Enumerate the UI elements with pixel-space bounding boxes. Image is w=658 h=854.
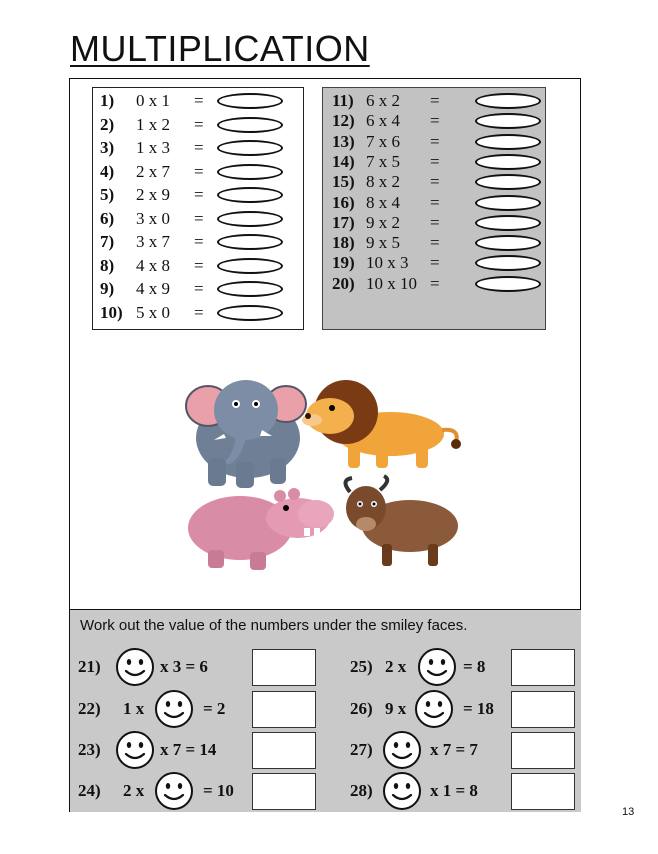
smiley-question-before: 2 x (123, 781, 145, 800)
question-number: 12) (332, 111, 355, 131)
question-number: 13) (332, 131, 355, 151)
equals-sign: = (194, 302, 204, 322)
question-number: 7) (100, 232, 115, 251)
answer-box[interactable] (511, 732, 575, 769)
smiley-face-icon (154, 689, 194, 729)
question-expression: 9 x 5 (366, 233, 400, 253)
smiley-face-icon (115, 647, 155, 687)
equals-sign: = (194, 255, 204, 275)
question-expression: 2 x 9 (136, 185, 170, 204)
question-number: 15) (332, 172, 355, 192)
question-expression: 9 x 2 (366, 212, 400, 232)
question-number: 3) (100, 138, 115, 157)
smiley-face-icon (417, 647, 457, 687)
question-row (100, 184, 204, 206)
answer-oval[interactable] (217, 234, 283, 250)
question-row (332, 252, 440, 274)
smiley-question-after: = 2 (203, 699, 226, 718)
smiley-question-after: = 18 (463, 699, 494, 718)
animals-illustration (180, 368, 470, 578)
question-number: 11) (332, 91, 354, 110)
question-expression: 6 x 2 (366, 91, 400, 110)
smiley-question-after: x 7 = 7 (430, 740, 478, 759)
question-number: 16) (332, 192, 355, 212)
question-expression: 10 x 3 (366, 253, 409, 273)
answer-box[interactable] (252, 691, 316, 728)
equals-sign: = (430, 91, 440, 110)
smiley-question-before: 2 x (385, 657, 407, 676)
question-row (332, 192, 440, 214)
smiley-question-number: 26) (350, 699, 373, 718)
question-expression: 5 x 0 (136, 302, 170, 322)
question-number: 18) (332, 233, 355, 253)
question-row (100, 302, 204, 324)
equals-sign: = (430, 151, 440, 171)
smiley-question-before: 1 x (123, 699, 145, 718)
question-number: 4) (100, 161, 115, 181)
question-number: 19) (332, 253, 355, 273)
question-expression: 8 x 2 (366, 172, 400, 192)
question-row (100, 137, 204, 159)
question-number: 14) (332, 151, 355, 171)
question-expression: 7 x 6 (366, 131, 400, 151)
smiley-question-number: 28) (350, 781, 373, 800)
smiley-question-number: 23) (78, 740, 101, 759)
answer-oval[interactable] (217, 93, 283, 109)
page-number: 13 (622, 806, 635, 818)
question-expression: 2 x 7 (136, 161, 170, 181)
equals-sign: = (194, 279, 204, 298)
question-row (332, 273, 440, 295)
question-row (332, 151, 440, 173)
question-expression: 4 x 8 (136, 255, 170, 275)
answer-box[interactable] (511, 773, 575, 810)
question-expression: 8 x 4 (366, 192, 400, 212)
question-number: 2) (100, 114, 115, 134)
answer-oval[interactable] (217, 140, 283, 156)
equals-sign: = (430, 192, 440, 212)
equals-sign: = (194, 208, 204, 228)
question-number: 9) (100, 279, 115, 298)
answer-oval[interactable] (475, 235, 541, 251)
question-row (332, 90, 440, 112)
equals-sign: = (194, 114, 204, 134)
smiley-face-icon (382, 771, 422, 811)
smiley-question-before: 9 x (385, 699, 407, 718)
question-row (100, 231, 204, 253)
answer-oval[interactable] (475, 93, 541, 109)
question-row (100, 255, 204, 277)
answer-box[interactable] (511, 691, 575, 728)
smiley-question-number: 24) (78, 781, 101, 800)
question-row (100, 161, 204, 183)
answer-oval[interactable] (217, 258, 283, 274)
question-row (100, 114, 204, 136)
answer-oval[interactable] (217, 281, 283, 297)
question-row (332, 131, 440, 153)
equals-sign: = (430, 253, 440, 273)
smiley-question-after: x 3 = 6 (160, 657, 208, 676)
question-number: 5) (100, 185, 115, 204)
answer-box[interactable] (252, 773, 316, 810)
question-row (332, 232, 440, 254)
question-expression: 6 x 4 (366, 111, 400, 131)
question-row (332, 212, 440, 234)
question-row (332, 171, 440, 193)
smiley-question-after: x 7 = 14 (160, 740, 217, 759)
instruction-text: Work out the value of the numbers under the smiley faces. (80, 617, 468, 634)
smiley-question-number: 21) (78, 657, 101, 676)
answer-oval[interactable] (475, 215, 541, 231)
question-row (332, 110, 440, 132)
question-expression: 4 x 9 (136, 279, 170, 298)
question-row (100, 208, 204, 230)
smiley-question-number: 25) (350, 657, 373, 676)
equals-sign: = (430, 131, 440, 151)
answer-oval[interactable] (217, 117, 283, 133)
question-number: 8) (100, 255, 115, 275)
question-row (100, 278, 204, 300)
equals-sign: = (430, 172, 440, 192)
question-expression: 3 x 0 (136, 208, 170, 228)
smiley-question-after: x 1 = 8 (430, 781, 478, 800)
smiley-question-after: = 8 (463, 657, 486, 676)
question-expression: 7 x 5 (366, 151, 400, 171)
answer-oval[interactable] (475, 134, 541, 150)
question-expression: 3 x 7 (136, 232, 170, 251)
question-number: 17) (332, 212, 355, 232)
question-row (100, 90, 204, 112)
equals-sign: = (430, 233, 440, 253)
answer-oval[interactable] (217, 211, 283, 227)
smiley-face-icon (414, 689, 454, 729)
equals-sign: = (194, 138, 204, 157)
smiley-question-after: = 10 (203, 781, 234, 800)
smiley-question-number: 27) (350, 740, 373, 759)
question-number: 20) (332, 273, 355, 293)
equals-sign: = (430, 111, 440, 131)
question-expression: 10 x 10 (366, 273, 417, 293)
page-title: MULTIPLICATION (70, 28, 370, 69)
lion-image (302, 380, 461, 468)
question-number: 10) (100, 302, 123, 322)
question-number: 6) (100, 208, 115, 228)
equals-sign: = (194, 185, 204, 204)
answer-oval[interactable] (475, 276, 541, 292)
answer-oval[interactable] (217, 164, 283, 180)
answer-oval[interactable] (475, 154, 541, 170)
answer-box[interactable] (252, 649, 316, 686)
smiley-section (70, 609, 581, 812)
question-expression: 1 x 3 (136, 138, 170, 157)
question-number: 1) (100, 91, 115, 110)
equals-sign: = (430, 212, 440, 232)
answer-box[interactable] (511, 649, 575, 686)
smiley-face-icon (115, 730, 155, 770)
smiley-question-number: 22) (78, 699, 101, 718)
elephant-image (186, 380, 306, 488)
question-expression: 0 x 1 (136, 91, 170, 110)
answer-oval[interactable] (217, 187, 283, 203)
buffalo-image (345, 476, 458, 566)
answer-oval[interactable] (475, 195, 541, 211)
smiley-face-icon (382, 730, 422, 770)
equals-sign: = (194, 161, 204, 181)
answer-box[interactable] (252, 732, 316, 769)
equals-sign: = (194, 91, 204, 110)
question-expression: 1 x 2 (136, 114, 170, 134)
equals-sign: = (430, 273, 440, 293)
equals-sign: = (194, 232, 204, 251)
answer-oval[interactable] (217, 305, 283, 321)
hippo-image (188, 488, 334, 570)
smiley-face-icon (154, 771, 194, 811)
